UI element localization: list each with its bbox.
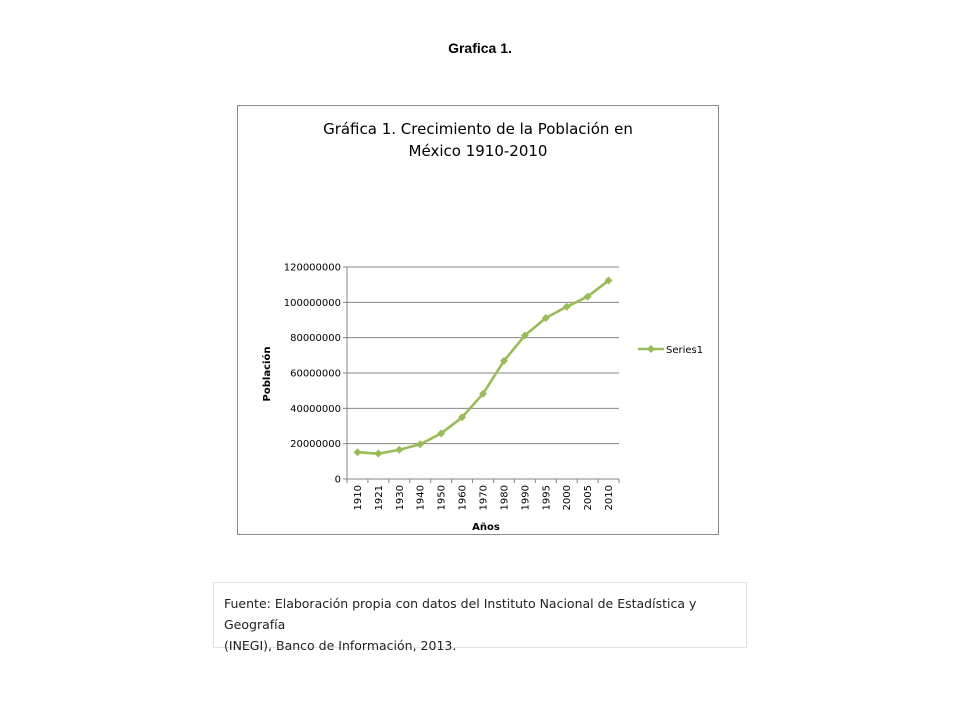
y-axis-label: Población: [262, 346, 273, 402]
y-tick-label: 80000000: [290, 333, 341, 345]
legend-marker: [647, 345, 655, 353]
x-tick-label: 1940: [415, 485, 427, 511]
x-tick-label: 2005: [583, 485, 595, 511]
y-tick-label: 100000000: [283, 297, 341, 309]
x-tick-label: 1990: [520, 485, 532, 511]
data-point: [395, 446, 403, 454]
data-point: [353, 448, 361, 456]
x-tick-labels: [353, 485, 615, 510]
y-tick-label: 20000000: [290, 439, 341, 451]
axes: [343, 267, 619, 483]
x-axis-label: Años: [472, 522, 500, 533]
x-tick-label: 2000: [562, 485, 574, 511]
legend: [638, 345, 703, 356]
series-line: [357, 281, 608, 454]
y-tick-label: 0: [334, 474, 341, 486]
x-tick-label: 1930: [394, 485, 406, 511]
chart-title-line-2: México 1910-2010: [408, 142, 548, 160]
x-tick-label: 1950: [436, 485, 448, 511]
series-layer: [353, 277, 612, 458]
gridlines: [347, 267, 619, 444]
y-tick-label: 120000000: [283, 262, 341, 274]
data-point: [374, 450, 382, 458]
source-line-2: (INEGI), Banco de Información, 2013.: [224, 638, 457, 653]
x-tick-label: 1995: [541, 485, 553, 511]
y-tick-label: 60000000: [290, 368, 341, 380]
x-tick-label: 2010: [604, 485, 616, 511]
x-tick-label: 1970: [478, 485, 490, 511]
line-chart: [238, 106, 718, 534]
legend-label: Series1: [666, 345, 704, 356]
source-note: [213, 582, 747, 653]
x-tick-label: 1910: [352, 485, 364, 511]
x-tick-label: 1980: [499, 485, 511, 511]
chart-title-line-1: Gráfica 1. Crecimiento de la Población en: [323, 120, 633, 138]
chart-frame: [237, 105, 719, 535]
y-tick-label: 40000000: [290, 403, 341, 415]
source-line-1: Fuente: Elaboración propia con datos del Instituto Nacional de Estadística y Geografía: [224, 596, 697, 632]
y-tick-labels: [284, 263, 341, 486]
slide-title: Grafica 1.: [448, 40, 512, 56]
x-tick-label: 1960: [457, 485, 469, 511]
x-tick-label: 1921: [373, 485, 385, 511]
